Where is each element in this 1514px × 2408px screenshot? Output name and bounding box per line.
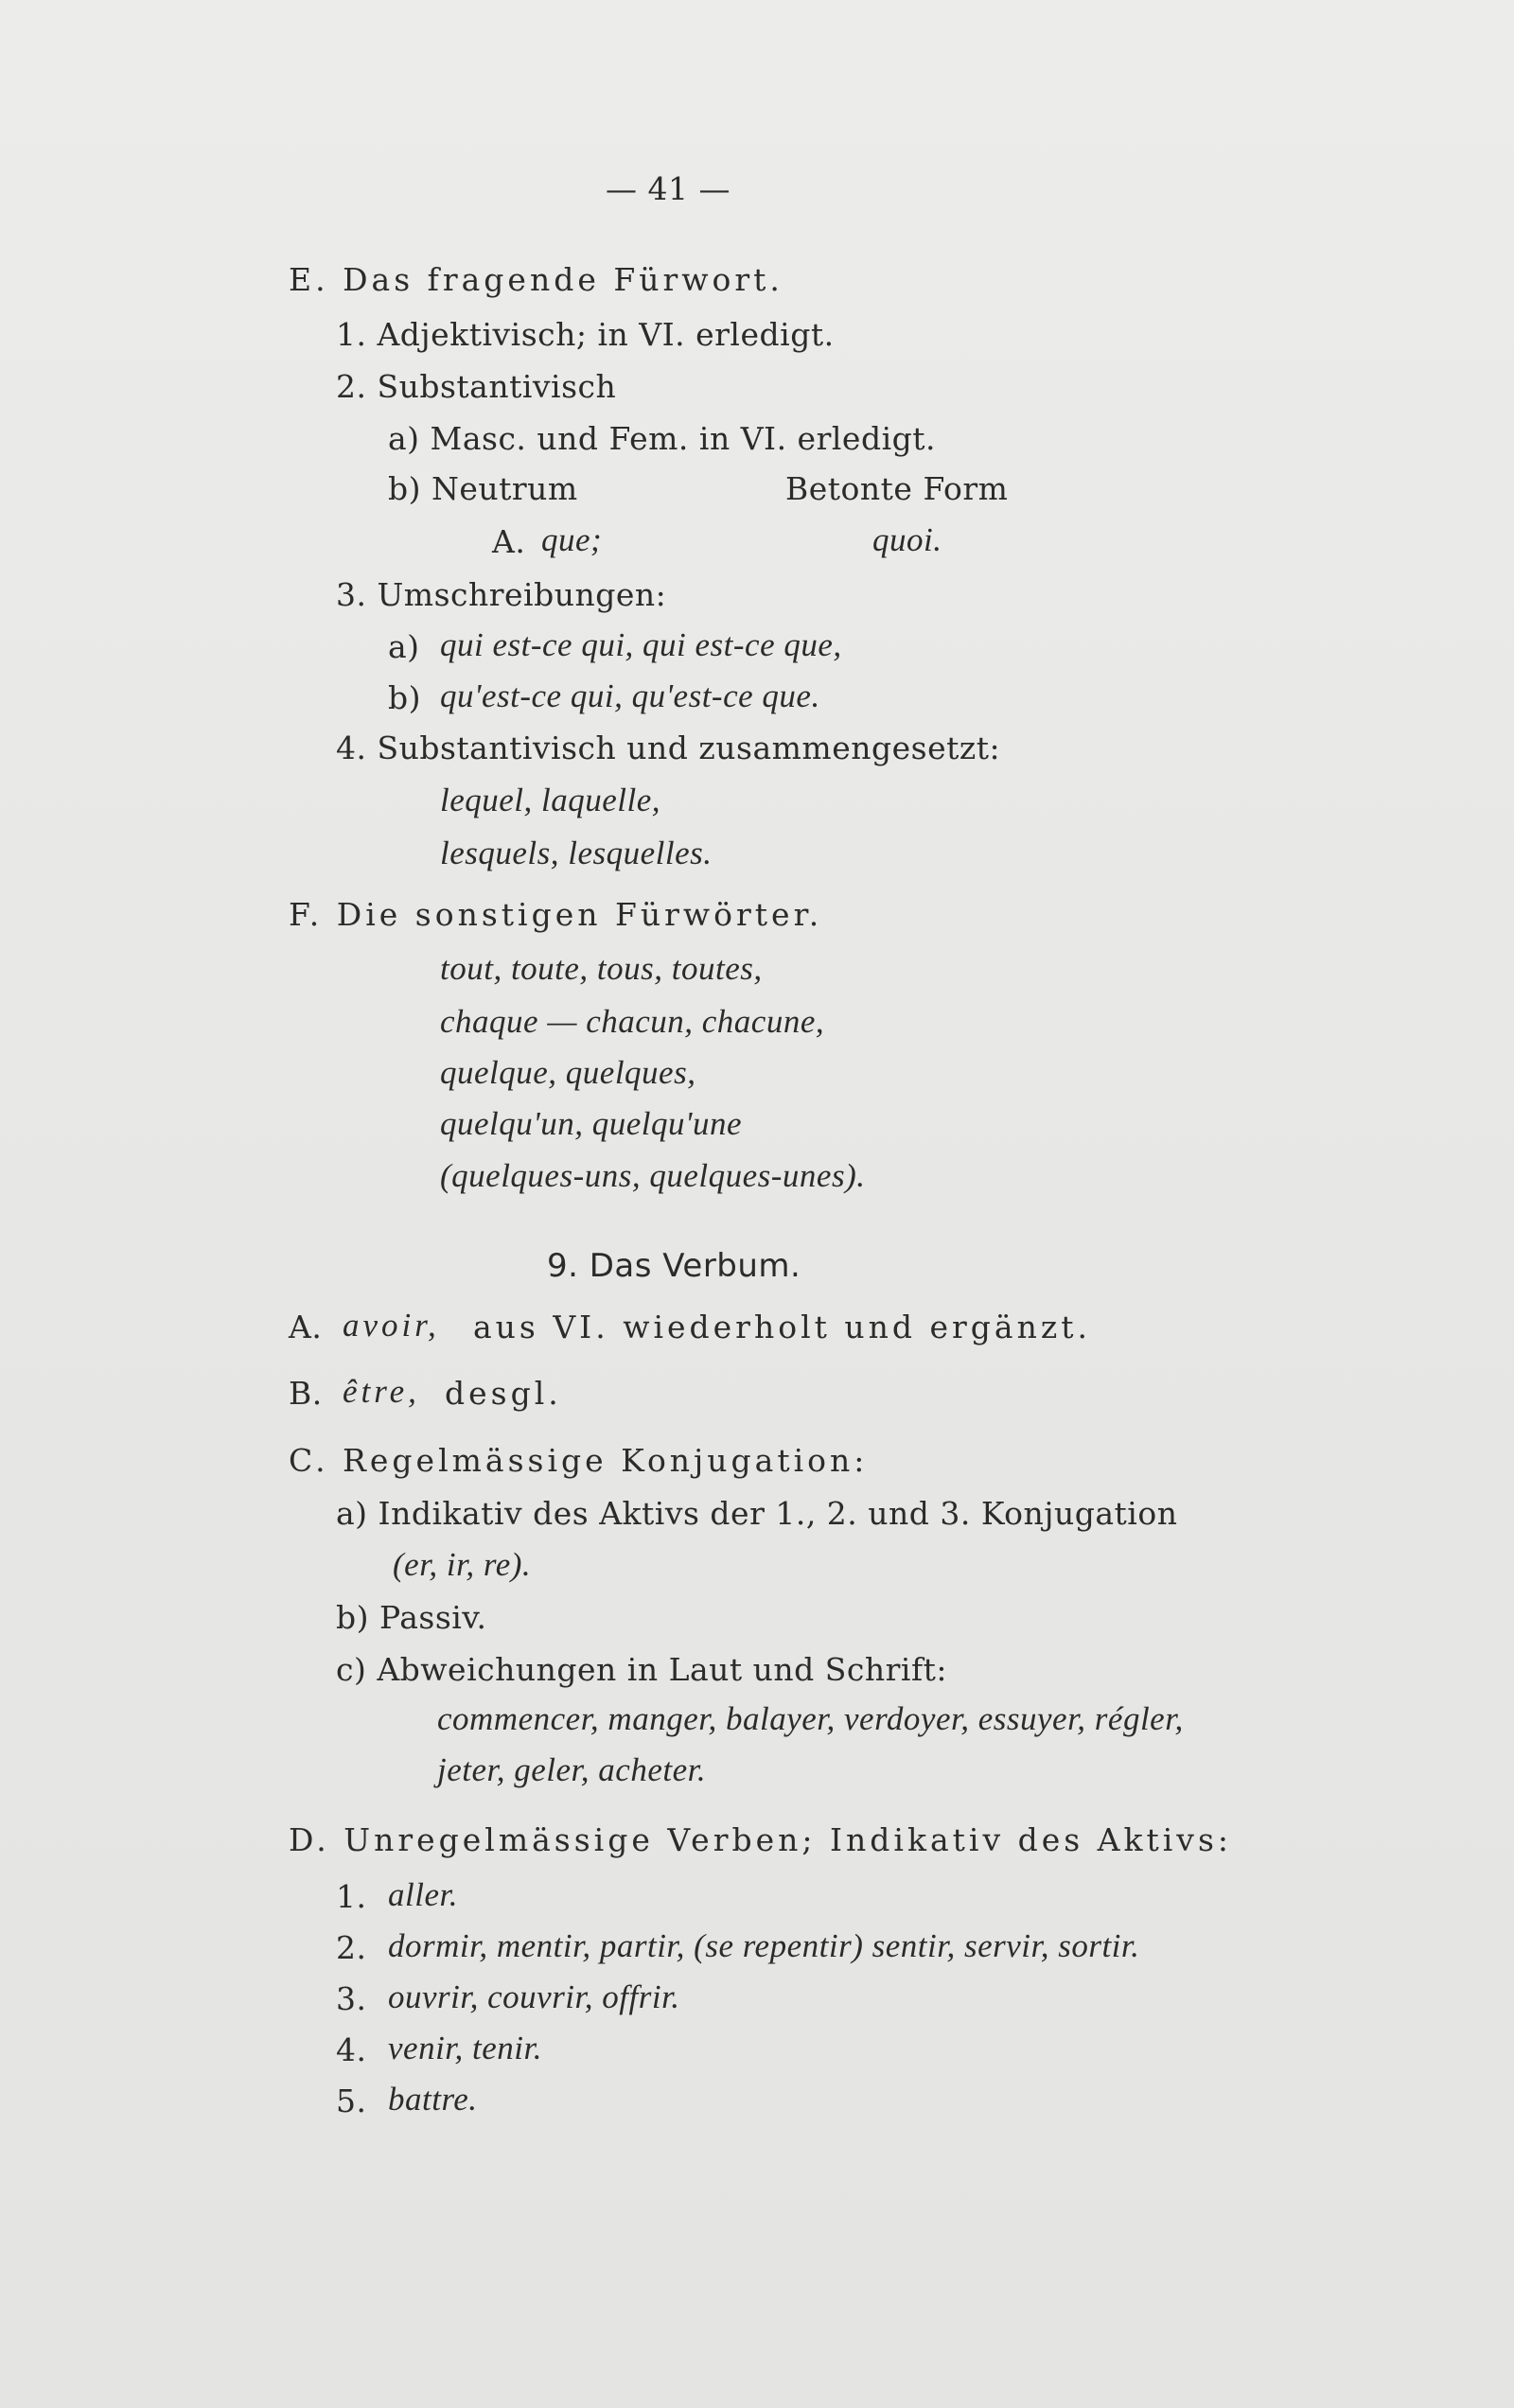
page-number: — 41 —	[606, 170, 731, 207]
e-item-2b-right: Betonte Form	[785, 470, 1009, 507]
verb-d-4: venir, tenir.	[388, 2030, 543, 2066]
section-f-heading: F. Die sonstigen Fürwörter.	[289, 896, 823, 933]
e-item-4: 4. Substantivisch und zusammengesetzt:	[336, 729, 1001, 766]
verb-b-word: être,	[343, 1373, 420, 1410]
verb-b-label: B.	[289, 1375, 323, 1412]
verb-d-heading: D. Unregelmässige Verben; Indikativ des Aktivs:	[289, 1821, 1232, 1858]
verb-d-5-num: 5.	[336, 2083, 367, 2119]
verb-d-5: battre.	[388, 2081, 478, 2118]
f-line-5: (quelques-uns, quelques-unes).	[440, 1157, 866, 1194]
e-item-3a-label: a)	[388, 628, 420, 665]
verb-a-label: A.	[289, 1309, 323, 1345]
verb-a-word: avoir,	[343, 1307, 440, 1344]
e-item-4-line2: lesquels, lesquelles.	[440, 835, 713, 871]
f-line-1: tout, toute, tous, toutes,	[440, 950, 763, 987]
verb-d-2-num: 2.	[336, 1929, 367, 1966]
verb-c-c-line1: commencer, manger, balayer, verdoyer, essuyer, régler,	[437, 1700, 1184, 1737]
verb-c-c-line2: jeter, geler, acheter.	[437, 1751, 707, 1788]
verb-d-3-num: 3.	[336, 1980, 367, 2017]
e-item-4-line1: lequel, laquelle,	[440, 782, 661, 818]
e-item-3a-text: qui est-ce qui, qui est-ce que,	[440, 626, 842, 663]
verb-c-a-cont: (er, ir, re).	[393, 1546, 532, 1583]
f-line-3: quelque, quelques,	[440, 1054, 696, 1091]
e-item-2b-a-label: A.	[492, 523, 526, 560]
f-line-4: quelqu'un, quelqu'une	[440, 1105, 743, 1142]
e-item-2: 2. Substantivisch	[336, 368, 617, 405]
e-item-3b-label: b)	[388, 679, 421, 716]
e-item-3b-text: qu'est-ce qui, qu'est-ce que.	[440, 677, 820, 714]
verb-d-3: ouvrir, couvrir, offrir.	[388, 1978, 680, 2015]
e-item-2b-que: que;	[541, 521, 603, 558]
f-line-2: chaque — chacun, chacune,	[440, 1003, 825, 1040]
e-item-2b-label: b) Neutrum	[388, 470, 578, 507]
verb-c-b: b) Passiv.	[336, 1599, 487, 1636]
e-item-2a: a) Masc. und Fem. in VI. erledigt.	[388, 420, 936, 457]
verb-b-text: desgl.	[445, 1375, 562, 1412]
verb-c-heading: C. Regelmässige Konjugation:	[289, 1442, 869, 1479]
verb-d-2: dormir, mentir, partir, (se repentir) sentir, servir, sortir.	[388, 1927, 1140, 1964]
verb-a-text: aus VI. wiederholt und ergänzt.	[473, 1309, 1091, 1345]
e-item-3: 3. Umschreibungen:	[336, 576, 667, 613]
verb-d-4-num: 4.	[336, 2031, 367, 2068]
e-item-2b-quoi: quoi.	[872, 521, 942, 558]
e-item-1: 1. Adjektivisch; in VI. erledigt.	[336, 316, 835, 353]
section-9-title: 9. Das Verbum.	[547, 1247, 801, 1285]
verb-d-1: aller.	[388, 1876, 458, 1913]
verb-c-a: a) Indikativ des Aktivs der 1., 2. und 3. Konjugation	[336, 1495, 1178, 1532]
section-e-heading: E. Das fragende Fürwort.	[289, 261, 783, 298]
verb-c-c: c) Abweichungen in Laut und Schrift:	[336, 1651, 948, 1688]
verb-d-1-num: 1.	[336, 1878, 367, 1915]
